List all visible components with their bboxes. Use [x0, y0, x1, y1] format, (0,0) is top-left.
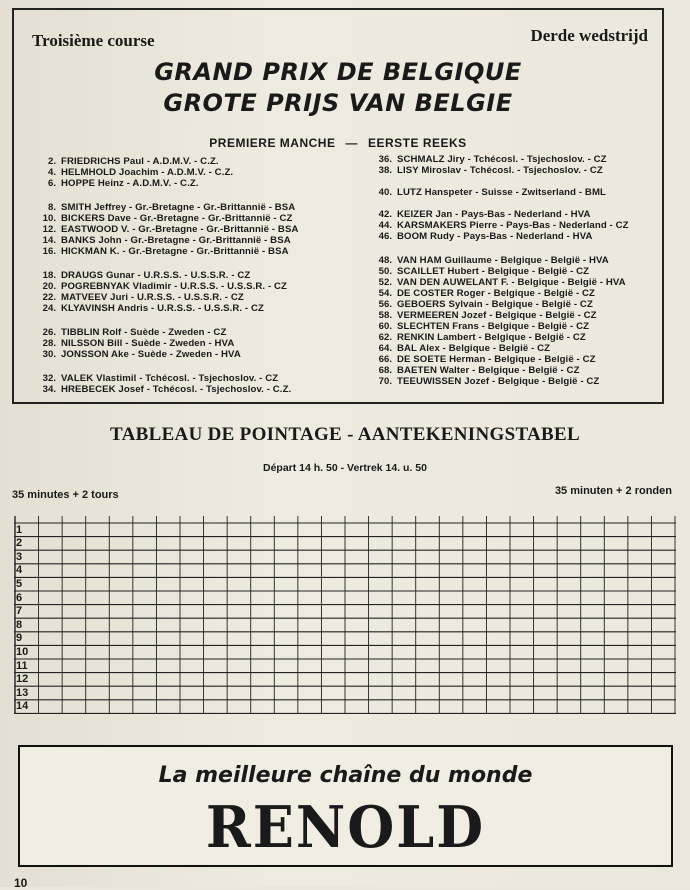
rider-details: MATVEEV Juri - U.R.S.S. - U.S.S.R. - CZ: [61, 292, 244, 303]
rider-details: KLYAVINSH Andris - U.R.S.S. - U.S.S.R. - CZ: [61, 303, 264, 314]
rider-details: SMITH Jeffrey - Gr.-Bretagne - Gr.-Brittannië - BSA: [61, 202, 296, 213]
rider-number: 30.: [42, 349, 56, 360]
rider-entry: [370, 332, 586, 343]
rider-entry: [34, 270, 250, 281]
rider-number: 20.: [42, 281, 56, 292]
advert-brand: RENOLD: [205, 793, 486, 861]
rider-number: 40.: [378, 187, 392, 198]
lap-scoring-grid: [14, 516, 676, 720]
rider-details: TEEUWISSEN Jozef - Belgique - België - CZ: [397, 376, 600, 387]
duration-dutch: 35 minuten + 2 ronden: [554, 485, 672, 497]
rider-details: VALEK Vlastimil - Tchécosl. - Tsjechoslov. - CZ: [61, 373, 279, 384]
rider-entry: [370, 321, 589, 332]
rider-entry: [34, 167, 233, 178]
heat-separator: —: [345, 136, 358, 150]
rider-number: 4.: [47, 167, 56, 178]
lap-row-number: 8: [16, 618, 23, 631]
rider-number: 68.: [378, 365, 392, 376]
rider-number: 32.: [42, 373, 56, 384]
rider-entry: [370, 354, 596, 365]
lap-row-number: 1: [16, 523, 23, 536]
rider-number: 64.: [378, 343, 392, 354]
lap-row-number: 12: [16, 673, 29, 686]
rider-entry: [34, 349, 241, 360]
rider-details: KARSMAKERS Pierre - Pays-Bas - Nederland - CZ: [397, 220, 629, 231]
rider-entry: [370, 277, 626, 288]
rider-number: 16.: [42, 246, 56, 257]
race-number-nl: Derde wedstrijd: [530, 26, 648, 45]
rider-entry: [34, 292, 244, 303]
rider-number: 62.: [378, 332, 392, 343]
lap-row-number: 5: [16, 577, 23, 590]
rider-details: BAETEN Walter - Belgique - België - CZ: [397, 365, 580, 376]
entry-list-box: [12, 8, 664, 404]
rider-number: 50.: [378, 266, 392, 277]
rider-details: JONSSON Ake - Suède - Zweden - HVA: [61, 349, 241, 360]
rider-number: 12.: [42, 224, 56, 235]
rider-entry: [34, 156, 219, 167]
rider-entry: [34, 178, 199, 189]
departure-time: Départ 14 h. 50 - Vertrek 14. u. 50: [262, 462, 427, 474]
rider-entry: [34, 213, 292, 224]
rider-entry: [370, 343, 550, 354]
rider-entry: [370, 165, 603, 176]
lap-row-number: 6: [16, 591, 23, 604]
rider-details: RENKIN Lambert - Belgique - België - CZ: [397, 332, 586, 343]
rider-number: 2.: [47, 156, 56, 167]
rider-details: KEIZER Jan - Pays-Bas - Nederland - HVA: [397, 209, 591, 220]
rider-entry: [370, 299, 593, 310]
lap-row-number: 13: [16, 686, 29, 699]
rider-number: 10.: [42, 213, 56, 224]
lap-row-number: 2: [16, 537, 23, 550]
rider-number: 26.: [42, 327, 56, 338]
rider-details: SCHMALZ Jiry - Tchécosl. - Tsjechoslov. - CZ: [397, 154, 607, 165]
rider-number: 70.: [378, 376, 392, 387]
rider-entry: [34, 281, 287, 292]
rider-entry: [370, 154, 607, 165]
rider-details: VERMEEREN Jozef - Belgique - België - CZ: [397, 310, 597, 321]
grid-lines: [14, 516, 676, 720]
rider-entry: [34, 235, 291, 246]
lap-row-number: 10: [16, 645, 29, 658]
rider-number: 14.: [42, 235, 56, 246]
rider-entry: [370, 231, 593, 242]
lap-row-number: 9: [16, 632, 23, 645]
rider-entry: [370, 288, 595, 299]
rider-entry: [34, 327, 226, 338]
rider-entry: [370, 310, 597, 321]
rider-entry: [34, 373, 278, 384]
rider-number: 44.: [378, 220, 392, 231]
rider-details: DE COSTER Roger - Belgique - België - CZ: [397, 288, 596, 299]
rider-entry: [370, 209, 591, 220]
rider-details: BOOM Rudy - Pays-Bas - Nederland - HVA: [397, 231, 593, 242]
tableau-title: TABLEAU DE POINTAGE - AANTEKENINGSTABEL: [110, 424, 580, 445]
rider-number: 60.: [378, 321, 392, 332]
rider-details: FRIEDRICHS Paul - A.D.M.V. - C.Z.: [61, 156, 219, 167]
lap-row-number: 14: [16, 700, 29, 713]
rider-entry: [370, 187, 606, 198]
page-number: 10: [14, 876, 28, 890]
lap-row-number: 3: [16, 550, 23, 563]
rider-entry: [34, 384, 291, 395]
rider-entry: [34, 202, 295, 213]
rider-details: EASTWOOD V. - Gr.-Bretagne - Gr.-Brittannië - BSA: [61, 224, 299, 235]
heat-fr: PREMIERE MANCHE: [209, 136, 336, 150]
rider-number: 18.: [42, 270, 56, 281]
rider-number: 58.: [378, 310, 392, 321]
rider-details: BANKS John - Gr.-Bretagne - Gr.-Brittannië - BSA: [61, 235, 291, 246]
heat-nl: EERSTE REEKS: [367, 136, 467, 150]
rider-entry: [370, 266, 589, 277]
rider-details: NILSSON Bill - Suède - Zweden - HVA: [61, 338, 235, 349]
rider-entry: [34, 224, 299, 235]
advert-slogan: La meilleure chaîne du monde: [158, 763, 533, 788]
rider-details: POGREBNYAK Vladimir - U.R.S.S. - U.S.S.R. - CZ: [61, 281, 288, 292]
rider-number: 38.: [378, 165, 392, 176]
rider-number: 52.: [378, 277, 392, 288]
rider-details: GEBOERS Sylvain - Belgique - België - CZ: [397, 299, 593, 310]
rider-details: SCAILLET Hubert - Belgique - België - CZ: [397, 266, 590, 277]
rider-number: 66.: [378, 354, 392, 365]
lap-row-number: 11: [16, 659, 28, 672]
rider-details: SLECHTEN Frans - Belgique - België - CZ: [397, 321, 590, 332]
rider-details: DE SOETE Herman - Belgique - België - CZ: [397, 354, 596, 365]
rider-details: HREBECEK Josef - Tchécosl. - Tsjechoslov. - C.Z.: [61, 384, 292, 395]
rider-details: DRAUGS Gunar - U.R.S.S. - U.S.S.R. - CZ: [61, 270, 251, 281]
lap-row-number: 4: [16, 564, 23, 577]
rider-details: VAN HAM Guillaume - Belgique - België - HVA: [397, 255, 609, 266]
rider-details: BICKERS Dave - Gr.-Bretagne - Gr.-Brittannië - CZ: [61, 213, 293, 224]
rider-details: LISY Miroslav - Tchécosl. - Tsjechoslov. - CZ: [397, 165, 603, 176]
rider-details: BAL Alex - Belgique - België - CZ: [397, 343, 551, 354]
rider-entry: [34, 338, 234, 349]
rider-entry: [34, 303, 264, 314]
rider-number: 46.: [378, 231, 392, 242]
renold-advert: [18, 745, 673, 867]
rider-details: HOPPE Heinz - A.D.M.V. - C.Z.: [61, 178, 199, 189]
rider-details: TIBBLIN Rolf - Suède - Zweden - CZ: [61, 327, 227, 338]
rider-details: LUTZ Hanspeter - Suisse - Zwitserland - BML: [397, 187, 606, 198]
title-dutch: GROTE PRIJS VAN BELGIE: [163, 89, 513, 117]
lap-row-number: 7: [16, 605, 23, 618]
rider-details: HELMHOLD Joachim - A.D.M.V. - C.Z.: [61, 167, 234, 178]
rider-entry: [34, 246, 289, 257]
rider-number: 36.: [378, 154, 392, 165]
rider-details: HICKMAN K. - Gr.-Bretagne - Gr.-Brittannië - BSA: [61, 246, 289, 257]
race-number-fr: Troisième course: [32, 31, 155, 50]
rider-entry: [370, 365, 580, 376]
rider-number: 28.: [42, 338, 56, 349]
rider-entry: [370, 255, 609, 266]
duration-french: 35 minutes + 2 tours: [12, 489, 119, 501]
rider-number: 34.: [42, 384, 56, 395]
rider-number: 24.: [42, 303, 56, 314]
rider-number: 8.: [47, 202, 56, 213]
rider-number: 54.: [378, 288, 392, 299]
rider-number: 6.: [47, 178, 56, 189]
title-french: GRAND PRIX DE BELGIQUE: [154, 58, 522, 86]
rider-number: 56.: [378, 299, 392, 310]
rider-number: 22.: [42, 292, 56, 303]
rider-number: 48.: [378, 255, 392, 266]
rider-number: 42.: [378, 209, 392, 220]
heat-subtitle: [14, 136, 662, 150]
rider-details: VAN DEN AUWELANT F. - Belgique - België - HVA: [397, 277, 626, 288]
rider-entry: [370, 220, 629, 231]
rider-entry: [370, 376, 599, 387]
